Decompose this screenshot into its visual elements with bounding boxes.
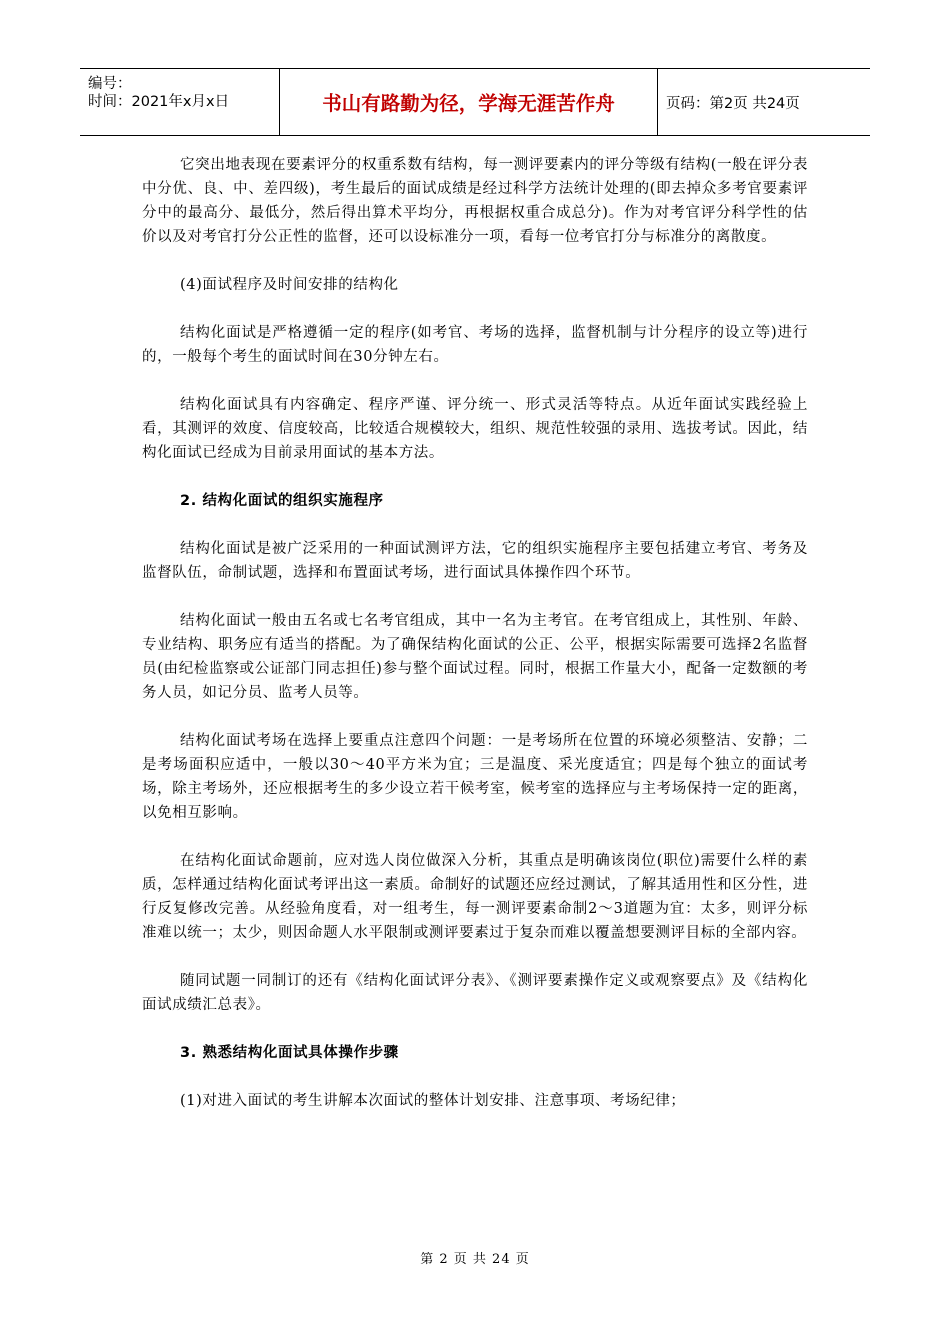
section-heading: 2. 结构化面试的组织实施程序 (180, 493, 384, 509)
paragraph: 结构化面试一般由五名或七名考官组成，其中一名为主考官。在考官组成上，其性别、年龄、专业结构、职务应有适当的搭配。为了确保结构化面试的公正、公平，根据实际需要可选择2名监督员(由纪检监察或公证部门同志担任)参与整个面试过程。同时，根据工作量大小，配备一定数额的考务人员，如记分员、监考人员等。 (142, 613, 808, 701)
paragraph: 在结构化面试命题前，应对选人岗位做深入分析，其重点是明确该岗位(职位)需要什么样的素质，怎样通过结构化面试考评出这一素质。命制好的试题还应经过测试，了解其适用性和区分性，进行反复修改完善。从经验角度看，对一组考生，每一测评要素命制2～3道题为宜：太多，则评分标准难以统一；太少，则因命题人水平限制或测评要素过于复杂而难以覆盖想要测评目标的全部内容。 (142, 853, 808, 941)
section-heading: 3. 熟悉结构化面试具体操作步骤 (180, 1045, 399, 1061)
paragraph: 结构化面试是严格遵循一定的程序(如考官、考场的选择，监督机制与计分程序的设立等)进行的，一般每个考生的面试时间在30分钟左右。 (142, 325, 808, 365)
paragraph: 结构化面试是被广泛采用的一种面试测评方法，它的组织实施程序主要包括建立考官、考务及监督队伍，命制试题，选择和布置面试考场，进行面试具体操作四个环节。 (142, 541, 808, 581)
header-page-info: 页码：第2页 共24页 (666, 95, 800, 112)
page-header (80, 68, 870, 136)
paragraph: 结构化面试考场在选择上要重点注意四个问题：一是考场所在位置的环境必须整洁、安静；二是考场面积应适中，一般以30～40平方米为宜；三是温度、采光度适宜；四是每个独立的面试考场，除主考场外，还应根据考生的多少设立若干候考室，候考室的选择应与主考场保持一定的距离，以免相互影响。 (142, 733, 808, 821)
paragraph: 它突出地表现在要素评分的权重系数有结构，每一测评要素内的评分等级有结构(一般在评分表中分优、良、中、差四级)，考生最后的面试成绩是经过科学方法统计处理的(即去掉众多考官要素评分中的最高分、最低分，然后得出算术平均分，再根据权重合成总分)。作为对考官评分科学性的估价以及对考官打分公正性的监督，还可以设标准分一项，看每一位考官打分与标准分的离散度。 (142, 157, 808, 245)
header-meta (80, 69, 280, 135)
page-footer: 第 2 页 共 24 页 (420, 1252, 530, 1267)
document-number-label: 编号： (88, 76, 132, 92)
paragraph: (1)对进入面试的考生讲解本次面试的整体计划安排、注意事项、考场纪律； (180, 1093, 686, 1109)
header-motto: 书山有路勤为径，学海无涯苦作舟 (280, 69, 658, 135)
paragraph: 结构化面试具有内容确定、程序严谨、评分统一、形式灵活等特点。从近年面试实践经验上看，其测评的效度、信度较高，比较适合规模较大，组织、规范性较强的录用、选拔考试。因此，结构化面试已经成为目前录用面试的基本方法。 (142, 397, 808, 461)
paragraph: (4)面试程序及时间安排的结构化 (180, 277, 399, 293)
paragraph: 随同试题一同制订的还有《结构化面试评分表》、《测评要素操作定义或观察要点》及《结构化面试成绩汇总表》。 (142, 973, 808, 1013)
document-body (142, 153, 808, 1137)
document-date-label: 时间：2021年x月x日 (88, 94, 230, 110)
